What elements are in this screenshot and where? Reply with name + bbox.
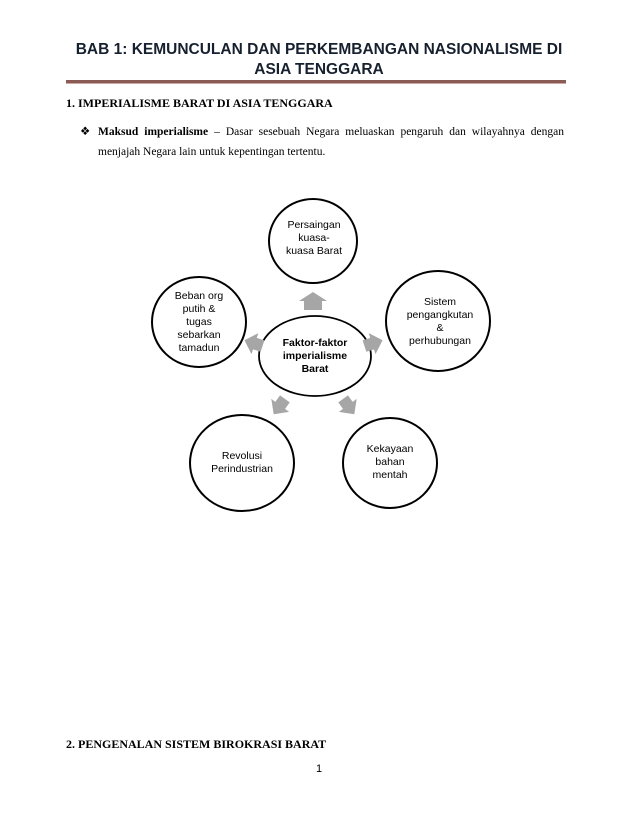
node-label-line: perhubungan [409, 335, 471, 347]
center-label-line: imperialisme [282, 350, 348, 362]
center-label-line: Faktor-faktor [282, 337, 348, 349]
node-label-line: Sistem [423, 296, 457, 308]
node-label-line: sebarkan [177, 329, 221, 341]
node-label-line: tugas [186, 316, 212, 328]
node-label-line: Kekayaan [366, 443, 414, 455]
node-label-line: kuasa Barat [285, 245, 343, 257]
center-label [262, 337, 368, 376]
node-label-line: Revolusi [221, 450, 263, 462]
center-label-line: Barat [301, 363, 329, 375]
node-label-line: & [436, 322, 444, 334]
node-label-line: pengangkutan [406, 309, 474, 321]
node-label-line: putih & [182, 303, 216, 315]
section-1-heading: 1. IMPERIALISME BARAT DI ASIA TENGGARA [66, 96, 333, 110]
definition-text: – Dasar sesebuah Negara meluaskan pengaruh dan wilayahnya dengan menjajah Negara lain untuk kepentingan tertentu. [98, 126, 564, 158]
arrow-up-icon [299, 292, 327, 310]
node-label-left [160, 290, 238, 355]
arrow-down-left-icon [265, 392, 294, 420]
title-line-1: BAB 1: KEMUNCULAN DAN PERKEMBANGAN NASIONALISME DI [75, 41, 563, 58]
node-label-line: tamadun [178, 342, 220, 354]
section-2-heading: 2. PENGENALAN SISTEM BIROKRASI BARAT [66, 737, 327, 751]
node-label-line: bahan [375, 456, 405, 468]
arrow-down-right-icon [334, 392, 363, 420]
node-label-line: Persaingan [287, 219, 341, 231]
node-label-line: Beban org [174, 290, 224, 302]
diamond-bullet-icon: ❖ [80, 126, 91, 138]
node-label-right [396, 296, 484, 348]
node-label-top [273, 219, 355, 258]
node-label-line: kuasa- [298, 232, 330, 244]
node-label-line: Perindustrian [211, 463, 273, 475]
node-label-bottom-left [196, 450, 288, 476]
title-line-2: ASIA TENGGARA [254, 61, 384, 78]
node-label-bottom-right [350, 443, 430, 482]
definition-term: Maksud imperialisme [98, 126, 209, 138]
page-number: 1 [315, 763, 323, 775]
node-label-line: mentah [372, 469, 408, 481]
